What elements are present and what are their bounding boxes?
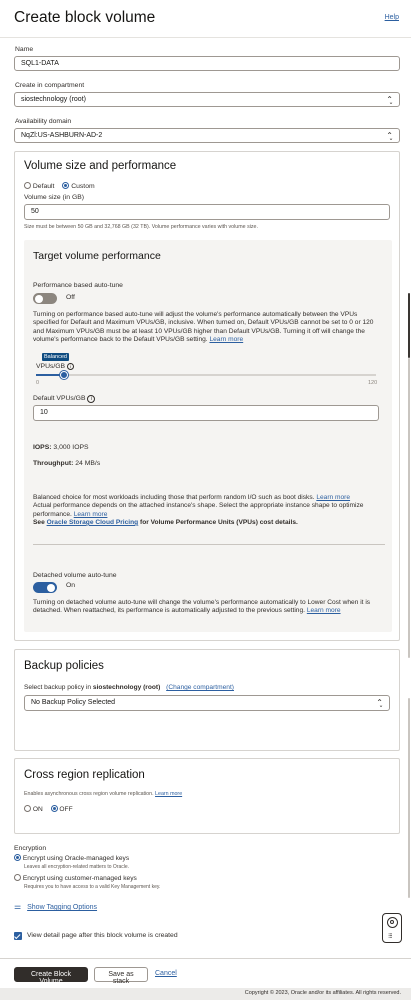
name-input-value: SQL1-DATA [21, 60, 59, 67]
help-link[interactable]: Help [384, 14, 399, 21]
sliders-icon: ⚌ [14, 902, 22, 911]
crr-on-label: ON [32, 806, 43, 813]
show-tagging-options[interactable] [14, 902, 97, 911]
crr-learn-more-link[interactable]: Learn more [155, 791, 183, 797]
slider-max: 120 [368, 380, 378, 386]
toggle-knob [47, 584, 55, 592]
default-radio[interactable] [24, 182, 31, 189]
cross-region-replication-section [14, 758, 400, 834]
detached-description-text: Turning on detached volume auto-tune will change the volume's performance automatically to Lower Cost when it is detached. When reattached, its performance is automatically adjusted to the previous setting. [33, 599, 371, 615]
backup-policies-section [14, 649, 400, 751]
create-block-volume-button[interactable]: Create Block Volume [14, 967, 88, 982]
throughput-line [33, 460, 100, 467]
encryption-customer-desc: Requires you to have access to a valid Key Management key. [24, 884, 161, 890]
lifebuoy-icon [387, 917, 398, 928]
encryption-customer-label: Encrypt using customer-managed keys [22, 875, 137, 882]
crr-off-radio[interactable] [51, 805, 58, 812]
toggle-knob [35, 295, 43, 303]
encryption-option-customer[interactable] [14, 874, 137, 882]
help-widget[interactable] [382, 913, 402, 943]
encryption-customer-radio[interactable] [14, 874, 21, 881]
crr-radio-group [24, 805, 73, 813]
info-icon[interactable]: i [67, 363, 74, 370]
backup-compartment-line [24, 684, 234, 691]
page-title: Create block volume [14, 9, 156, 26]
vpus-slider-handle[interactable] [60, 371, 68, 379]
cancel-link[interactable]: Cancel [155, 970, 177, 977]
save-as-stack-button[interactable]: Save as stack [94, 967, 148, 982]
action-bar [0, 958, 411, 988]
volume-size-input[interactable] [24, 204, 390, 220]
throughput-value: 24 MB/s [75, 460, 101, 467]
compartment-label: Create in compartment [15, 82, 85, 89]
slider-min: 0 [36, 380, 40, 386]
encryption-label: Encryption [14, 845, 47, 852]
footer [0, 988, 411, 1000]
backup-policy-value: No Backup Policy Selected [31, 699, 116, 706]
section-title: Volume size and performance [24, 160, 177, 172]
copyright-text: Copyright © 2023, Oracle and/or its affiliates. All rights reserved. [244, 990, 401, 996]
detached-auto-tune-label: Detached volume auto-tune [33, 572, 117, 579]
encryption-oracle-desc: Leaves all encryption-related matters to Oracle. [24, 864, 130, 870]
iops-line [33, 444, 89, 451]
backup-policy-select[interactable] [24, 695, 390, 711]
scrollbar-rail [408, 358, 410, 658]
pricing-suffix: for Volume Performance Units (VPUs) cost details. [140, 518, 298, 526]
scrollbar-rail-lower [408, 698, 410, 898]
vpus-slider-track[interactable] [36, 374, 376, 376]
vpus-slider-label [36, 363, 74, 370]
name-label: Name [15, 46, 34, 53]
crr-off-label: OFF [59, 806, 73, 813]
divider [33, 544, 385, 545]
default-vpus-label-text: Default VPUs/GB [33, 395, 86, 402]
scrollbar[interactable] [407, 38, 411, 978]
balanced-desc-2: Actual performance depends on the attached instance's shape. Select the appropriate instance shape to optimize performance. [33, 502, 364, 518]
scrollbar-thumb[interactable] [408, 293, 410, 358]
show-tagging-link[interactable]: Show Tagging Options [27, 904, 98, 911]
panel-header [0, 0, 411, 38]
availability-domain-label: Availability domain [15, 118, 72, 125]
backup-compartment: siostechnology (root) [92, 684, 161, 691]
shape-learn-more-link[interactable]: Learn more [73, 510, 108, 518]
balanced-desc-1: Balanced choice for most workloads including those that perform random I/O such as boot disks. [33, 494, 315, 501]
availability-domain-value: NqZl:US-ASHBURN-AD-2 [21, 132, 103, 139]
target-volume-performance-panel [24, 240, 392, 632]
iops-label: IOPS: [33, 444, 52, 451]
crr-description-text: Enables asynchronous cross region volume replication. [24, 791, 154, 797]
section-title: Cross region replication [24, 769, 145, 781]
pricing-link[interactable]: Oracle Storage Cloud Pricing [46, 518, 139, 526]
view-detail-label: View detail page after this block volume is created [27, 932, 178, 939]
auto-tune-description [33, 311, 385, 344]
default-vpus-value: 10 [40, 409, 48, 416]
updown-chevron-icon: ⌃̬ [376, 698, 383, 707]
volume-size-help: Size must be between 50 GB and 32,768 GB (32 TB). Volume performance varies with volume size. [24, 224, 258, 230]
detached-auto-tune-state: On [66, 582, 76, 589]
compartment-select-value: siostechnology (root) [21, 96, 86, 103]
change-compartment-link[interactable]: (Change compartment) [166, 684, 234, 691]
auto-tune-learn-more-link[interactable]: Learn more [209, 335, 244, 343]
info-icon[interactable]: i [87, 395, 95, 403]
auto-tune-state: Off [66, 294, 75, 301]
encryption-oracle-label: Encrypt using Oracle-managed keys [22, 855, 130, 862]
encryption-oracle-radio[interactable] [14, 854, 21, 861]
auto-tune-description-text: Turning on performance based auto-tune will adjust the volume's performance automatically between the VPUs specified for Default and Maximum VPUs/GB, inclusive. When turned on, Default VPUs/GB cannot be set to 0 or 120 and Maximum VPUs/GB must be at least 10 VPUs/GB higher than Default VPUs/GB. Turning it off will change the volume's performance back to the Default VPUs/GB setting. [33, 311, 374, 343]
balanced-description [33, 494, 385, 527]
vpus-slider-label-text: VPUs/GB [36, 363, 66, 370]
updown-chevron-icon: ⌃̬ [386, 131, 393, 140]
compartment-select[interactable] [14, 92, 400, 107]
detached-auto-tune-toggle[interactable] [33, 582, 57, 593]
name-input[interactable] [14, 56, 400, 71]
auto-tune-toggle[interactable] [33, 293, 57, 304]
crr-description [24, 791, 182, 797]
size-mode-radio-group [24, 182, 95, 190]
availability-domain-select[interactable] [14, 128, 400, 143]
balanced-learn-more-link[interactable]: Learn more [316, 494, 351, 501]
crr-on-radio[interactable] [24, 805, 31, 812]
slider-badge: Balanced [44, 354, 67, 360]
volume-size-performance-section [14, 151, 400, 641]
custom-radio-label: Custom [71, 183, 95, 190]
view-detail-checkbox[interactable] [14, 932, 22, 940]
panel-title: Target volume performance [33, 250, 161, 262]
default-vpus-input[interactable] [33, 405, 379, 421]
custom-radio[interactable] [62, 182, 69, 189]
updown-chevron-icon: ⌃̬ [386, 95, 393, 104]
default-radio-label: Default [32, 183, 55, 190]
detached-learn-more-link[interactable]: Learn more [306, 607, 341, 615]
volume-size-value: 50 [31, 208, 39, 215]
lifebuoy-inner [390, 920, 394, 924]
grid-dots-icon: ⁝⁝⁝ [388, 933, 392, 940]
backup-select-prefix: Select backup policy in [24, 684, 92, 691]
volume-size-label: Volume size (in GB) [24, 194, 85, 201]
detached-description [33, 599, 385, 616]
encryption-option-oracle[interactable] [14, 854, 129, 862]
see-text: See [33, 518, 45, 526]
auto-tune-label: Performance based auto-tune [33, 282, 123, 289]
default-vpus-label [33, 395, 95, 403]
section-title: Backup policies [24, 660, 104, 672]
iops-value: 3,000 IOPS [53, 444, 89, 451]
throughput-label: Throughput: [33, 460, 74, 467]
